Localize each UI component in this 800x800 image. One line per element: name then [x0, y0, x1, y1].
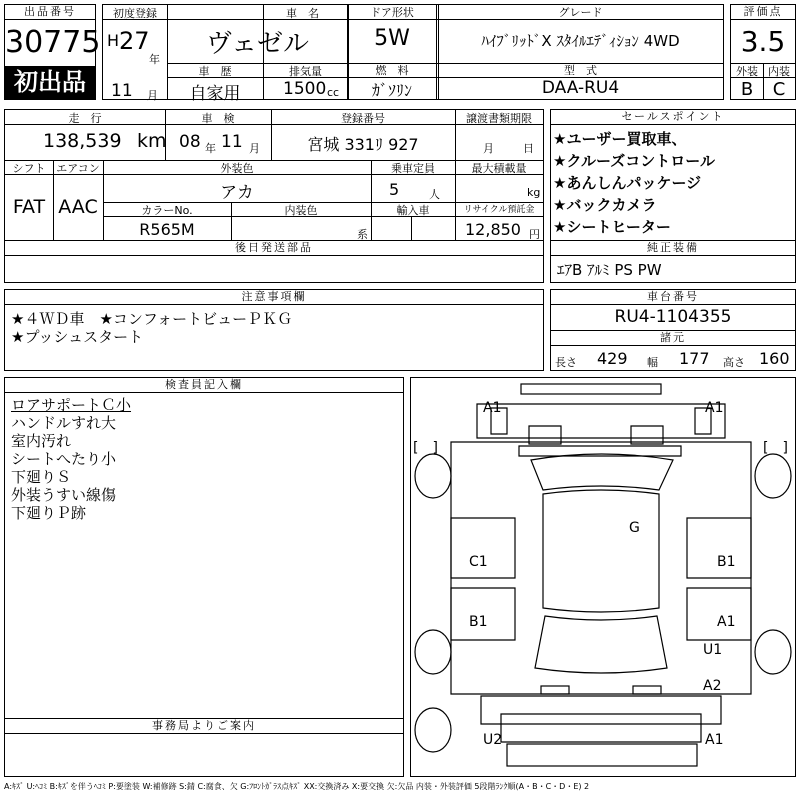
parts-box: [4, 241, 544, 283]
width-label: 幅: [647, 356, 658, 369]
year-unit: 年: [149, 53, 160, 66]
mark-front-left: A1: [483, 400, 502, 416]
int-color-unit: 系: [357, 228, 368, 241]
notes-list: [11, 310, 292, 346]
first-reg-label: 初度登録: [113, 7, 157, 20]
displacement-unit: cc: [327, 86, 340, 99]
inspector-label: 検査員記入欄: [5, 378, 403, 393]
capacity-label: 乗車定員: [391, 162, 435, 175]
load-unit: kg: [527, 186, 541, 199]
ext-grade: B: [740, 79, 754, 100]
recycle-label: リサイクル預託金: [463, 205, 535, 215]
inspector-box: [4, 377, 404, 719]
ext-label: 外装: [736, 65, 758, 78]
color-no: R565M: [139, 220, 195, 239]
door-type: 5W: [374, 26, 410, 51]
int-color-label: 内装色: [284, 204, 318, 217]
insp-year-unit: 年: [205, 142, 216, 155]
transfer-month-unit: 月: [483, 142, 494, 155]
inspector-item: 下廻りＰ跡: [11, 504, 87, 522]
sales-points-list: [553, 128, 793, 238]
plate-label: 登録番号: [341, 112, 385, 125]
fuel-label: 燃 料: [375, 64, 409, 77]
mark-left-rear-door: B1: [469, 614, 488, 630]
shift: FAT: [12, 196, 46, 218]
mileage-unit: km: [137, 130, 167, 152]
notes-label: 注意事項欄: [5, 290, 543, 305]
int-grade: C: [772, 79, 786, 100]
mark-right-rear-fender: A2: [703, 678, 722, 694]
capacity: 5: [389, 180, 400, 199]
mileage: 138,539: [43, 130, 122, 152]
equip-label: 純正装備: [551, 241, 795, 256]
width: 177: [679, 349, 710, 368]
mark-front-right: A1: [705, 400, 724, 416]
capacity-unit: 人: [429, 188, 440, 201]
first-reg-year: 27: [119, 27, 150, 55]
bracket-left: [ ]: [413, 440, 438, 456]
note-line: ★４ＷＤ車 ★コンフォートビューＰＫＧ: [11, 310, 293, 328]
dims-label: 諸元: [551, 330, 795, 346]
color: アカ: [220, 183, 254, 203]
history-label: 車 歴: [198, 65, 232, 78]
grade-label: グレード: [558, 6, 603, 19]
sales-point: ★あんしんパッケージ: [553, 174, 702, 192]
lot-label: 出品番号: [5, 5, 95, 20]
car-outline-svg: [411, 378, 795, 776]
inspector-item: ハンドルすれ大: [11, 414, 117, 432]
ac: AAC: [58, 196, 98, 218]
length-label: 長さ: [555, 356, 577, 369]
equip-box: [550, 241, 796, 283]
recycle-unit: 円: [529, 228, 540, 241]
mark-right-quarter: U1: [703, 642, 723, 658]
int-label: 内装: [768, 65, 790, 78]
era: H: [107, 31, 120, 50]
mark-right-rear-door: A1: [717, 614, 736, 630]
equipment: ｴｱB ｱﾙﾐ PS PW: [557, 261, 662, 279]
displacement-label: 排気量: [289, 65, 322, 78]
import-label: 輸入車: [396, 204, 430, 217]
car-name: ヴェゼル: [206, 29, 309, 59]
chassis-number: RU4-1104355: [614, 307, 732, 327]
sales-point: ★バックカメラ: [553, 196, 657, 214]
legend: A:ｷｽﾞ U:ﾍｺﾐ B:ｷｽﾞを伴うﾍｺﾐ P:要塗装 W:補修跡 S:錆 C:腐食、欠 G:ﾌﾛﾝﾄｶﾞﾗｽ点ｷｽﾞ XX:交換済み X:要交換 欠:欠品 内装・外装評価 5段階ﾗﾝｸ順(A・B・C・D・E) 2: [4, 782, 590, 791]
sales-point: ★ユーザー買取車、: [553, 130, 687, 148]
inspector-item: 室内汚れ: [11, 432, 72, 450]
score: 3.5: [740, 25, 786, 58]
first-reg-month: 11: [111, 81, 133, 101]
chassis-label: 車台番号: [551, 290, 795, 305]
ac-label: エアコン: [56, 162, 100, 175]
door-label: ドア形状: [370, 6, 414, 19]
mark-rear-right: A1: [705, 732, 724, 748]
color-no-label: カラーNo.: [141, 204, 193, 217]
inspector-item: シートへたり小: [11, 450, 117, 468]
shift-label: シフト: [12, 162, 46, 175]
score-label: 評価点: [731, 5, 795, 20]
sales-point: ★シートヒーター: [553, 218, 671, 236]
mileage-label: 走 行: [68, 112, 102, 125]
office-box: [4, 719, 404, 777]
history: 自家用: [189, 84, 241, 104]
load-label: 最大積載量: [471, 162, 527, 175]
lot-number: 30775: [5, 25, 101, 60]
sales-box: [550, 109, 796, 241]
recycle: 12,850: [465, 220, 521, 239]
inspector-item: ロアサポートＣ小: [11, 396, 132, 414]
mark-right-front-door: B1: [717, 554, 736, 570]
mark-roof: G: [629, 520, 640, 536]
inspector-item: 外装うすい線傷: [11, 486, 117, 504]
notes-box: [4, 289, 544, 371]
score-box: [730, 4, 796, 100]
sales-label: セールスポイント: [551, 110, 795, 125]
car-name-label: 車 名: [286, 7, 319, 20]
fuel: ｶﾞｿﾘﾝ: [371, 81, 412, 100]
displacement: 1500: [283, 79, 327, 99]
model: DAA-RU4: [541, 78, 620, 98]
sales-point: ★クルーズコントロール: [553, 152, 715, 170]
office-label: 事務局よりご案内: [5, 719, 403, 734]
chassis-box: [550, 289, 796, 371]
note-line: ★プッシュスタート: [11, 328, 144, 346]
plate: 宮城 331ﾘ 927: [307, 135, 419, 154]
first-listing-badge: 初出品: [5, 66, 95, 99]
model-label: 型 式: [564, 64, 597, 77]
inspection-label: 車 検: [201, 112, 235, 125]
color-label: 外装色: [220, 162, 254, 175]
length: 429: [597, 349, 628, 368]
height: 160: [759, 349, 790, 368]
grade: ﾊｲﾌﾞﾘｯﾄﾞX ｽﾀｲﾙｴﾃﾞｨｼｮﾝ 4WD: [481, 32, 680, 50]
inspector-item: 下廻りＳ: [11, 468, 72, 486]
mark-rear-left: U2: [483, 732, 503, 748]
vehicle-detail-box: [4, 109, 544, 241]
height-label: 高さ: [723, 356, 745, 369]
parts-label: 後日発送部品: [5, 241, 543, 256]
transfer-day-unit: 日: [523, 142, 534, 155]
insp-month-unit: 月: [249, 142, 260, 155]
insp-year: 08: [179, 132, 201, 152]
car-diagram: [410, 377, 796, 777]
transfer-label: 譲渡書類期限: [466, 112, 532, 125]
bracket-right: [ ]: [763, 440, 788, 456]
door-box: [347, 4, 437, 100]
mark-left-front-door: C1: [469, 554, 488, 570]
inspector-list: [11, 396, 131, 522]
insp-month: 11: [221, 132, 243, 152]
month-unit: 月: [147, 89, 158, 102]
